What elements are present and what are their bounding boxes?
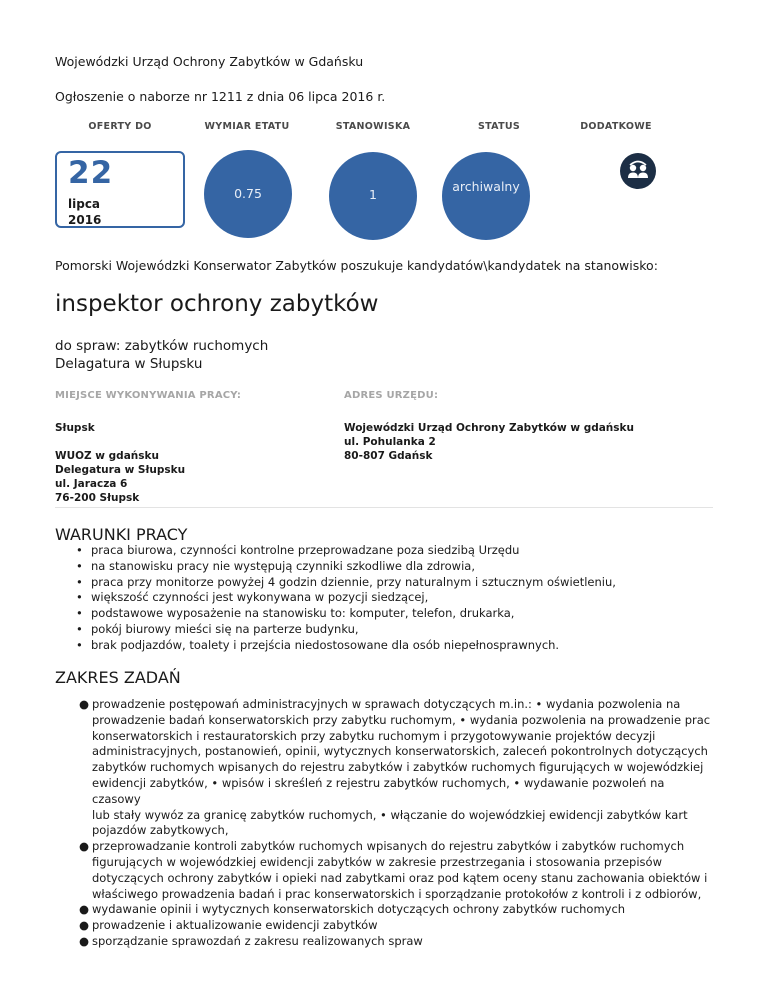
workplace-address — [55, 449, 185, 505]
list-item: • pokój biurowy mieści się na parterze budynku, — [76, 621, 359, 636]
bullet-icon: • — [76, 637, 83, 652]
list-item: • praca biurowa, czynności kontrolne przeprowadzane poza siedzibą Urzędu — [76, 543, 520, 557]
deadline-year: 2016 — [68, 213, 102, 227]
list-item: • większość czynności jest wykonywana w pozycji siedzącej, — [76, 590, 429, 605]
deadline-box — [55, 151, 185, 228]
header-extra: DODATKOWE — [580, 121, 652, 132]
list-item: • brak podjazdów, toalety i przejścia niedostosowane dla osób niepełnosprawnych. — [76, 637, 560, 652]
section-divider — [55, 507, 713, 508]
bullet-icon: ● — [79, 697, 90, 711]
job-title: inspektor ochrony zabytków — [55, 291, 379, 317]
intro-text: Pomorski Wojewódzki Konserwator Zabytków poszukuje kandydatów\kandydatek na stanowisko: — [55, 258, 658, 273]
bullet-icon: ● — [79, 918, 90, 933]
job-branch: Delagatura w Słupsku — [55, 356, 203, 372]
workplace-line: WUOZ w gdańsku — [55, 450, 159, 462]
status-circle — [442, 152, 530, 240]
list-item: ● sporządzanie sprawozdań z zakresu realizowanych spraw — [79, 933, 423, 948]
conditions-list — [55, 543, 695, 654]
office-address-line: ul. Pohulanka 2 — [344, 436, 436, 448]
header-positions: STANOWISKA — [335, 121, 411, 132]
bullet-icon: ● — [79, 839, 90, 854]
workplace-label: MIEJSCE WYKONYWANIA PRACY: — [55, 390, 242, 401]
list-item: ● przeprowadzanie kontroli zabytków ruchomych wpisanych do rejestru zabytków i zabytków ruchomych figurujących w wojewódzkiej ewidencji zabytków w zakresie przestrzegania i stosowania przepisów dotyczących ochrony zabytków i opieki nad zabytkami oraz pod kątem oceny stanu zachowania obiektów i właściwego prowadzenia badań i prac konserwatorskich i sporządzanie protokołów z kontroli i z odbiorów, — [79, 839, 708, 901]
status-value: archiwalny — [452, 179, 520, 194]
workplace-line: ul. Jaracza 6 — [55, 478, 128, 490]
duties-title: ZAKRES ZADAŃ — [55, 668, 181, 687]
positions-circle — [329, 152, 417, 240]
list-item: • podstawowe wyposażenie na stanowisku to: komputer, telefon, drukarka, — [76, 606, 515, 621]
office-address-label: ADRES URZĘDU: — [344, 390, 439, 401]
deadline-month-year — [68, 196, 101, 228]
office-address-line: Wojewódzki Urząd Ochrony Zabytków w gdańsku — [344, 422, 634, 434]
deadline-day: 22 — [68, 155, 114, 191]
list-item: ● wydawanie opinii i wytycznych konserwatorskich dotyczących ochrony zabytków ruchomych — [79, 902, 626, 917]
fte-circle — [204, 150, 292, 238]
header-fte: WYMIAR ETATU — [204, 121, 290, 132]
positions-value: 1 — [369, 187, 377, 202]
people-icon[interactable] — [620, 153, 656, 189]
workplace-line: Delegatura w Słupsku — [55, 464, 186, 476]
office-address — [344, 421, 634, 463]
duties-list — [55, 697, 715, 950]
announcement-line: Ogłoszenie o naborze nr 1211 z dnia 06 lipca 2016 r. — [55, 89, 386, 104]
header-status: STATUS — [477, 121, 521, 132]
bullet-icon: • — [76, 621, 83, 636]
bullet-icon: • — [76, 590, 83, 605]
office-name: Wojewódzki Urząd Ochrony Zabytków w Gdańsku — [55, 54, 364, 69]
header-deadline: OFERTY DO — [88, 121, 152, 132]
office-address-line: 80-807 Gdańsk — [344, 450, 433, 462]
bullet-icon: ● — [79, 933, 90, 948]
bullet-icon: • — [76, 543, 83, 557]
conditions-title: WARUNKI PRACY — [55, 525, 188, 544]
list-item: • praca przy monitorze powyżej 4 godzin dziennie, przy naturalnym i sztucznym oświetleniu, — [76, 574, 616, 589]
list-item: • na stanowisku pracy nie występują czynniki szkodliwe dla zdrowia, — [76, 558, 475, 573]
bullet-icon: • — [76, 606, 83, 621]
deadline-month: lipca — [68, 197, 101, 211]
workplace-line: 76-200 Słupsk — [55, 492, 140, 504]
bullet-icon: • — [76, 574, 83, 589]
bullet-icon: ● — [79, 902, 90, 917]
bullet-icon: • — [76, 558, 83, 573]
job-subtitle — [55, 337, 268, 373]
workplace-city: Słupsk — [55, 422, 95, 434]
list-item: ● prowadzenie postępowań administracyjnych w sprawach dotyczących m.in.: • wydania pozwolenia na prowadzenie badań konserwatorskich przy zabytku ruchomym, • wydania pozwolenia na prowadzenie prac konserwatorskich i restauratorskich przy zabytku ruchomym i przygotowywanie projektów decyzji administracyjnych, postanowień, opinii, wytycznych konserwatorskich, zaleceń pokontrolnych dotyczących zabytków ruchomych wpisanych do rejestru zabytków i zabytków ruchomych figurujących w wojewódzkiej ewidencji zabytków, • wpisów i skreśleń z rejestru zabytków ruchomych, • wydawanie pozwoleń na czasowy lub stały wywóz za granicę zabytków ruchomych, • włączanie do wojewódzkiej ewidencji zabytków kart pojazdów zabytkowych, — [79, 697, 711, 838]
list-item: ● prowadzenie i aktualizowanie ewidencji zabytków — [79, 918, 378, 933]
job-department: do spraw: zabytków ruchomych — [55, 338, 269, 354]
fte-value: 0.75 — [234, 186, 262, 201]
